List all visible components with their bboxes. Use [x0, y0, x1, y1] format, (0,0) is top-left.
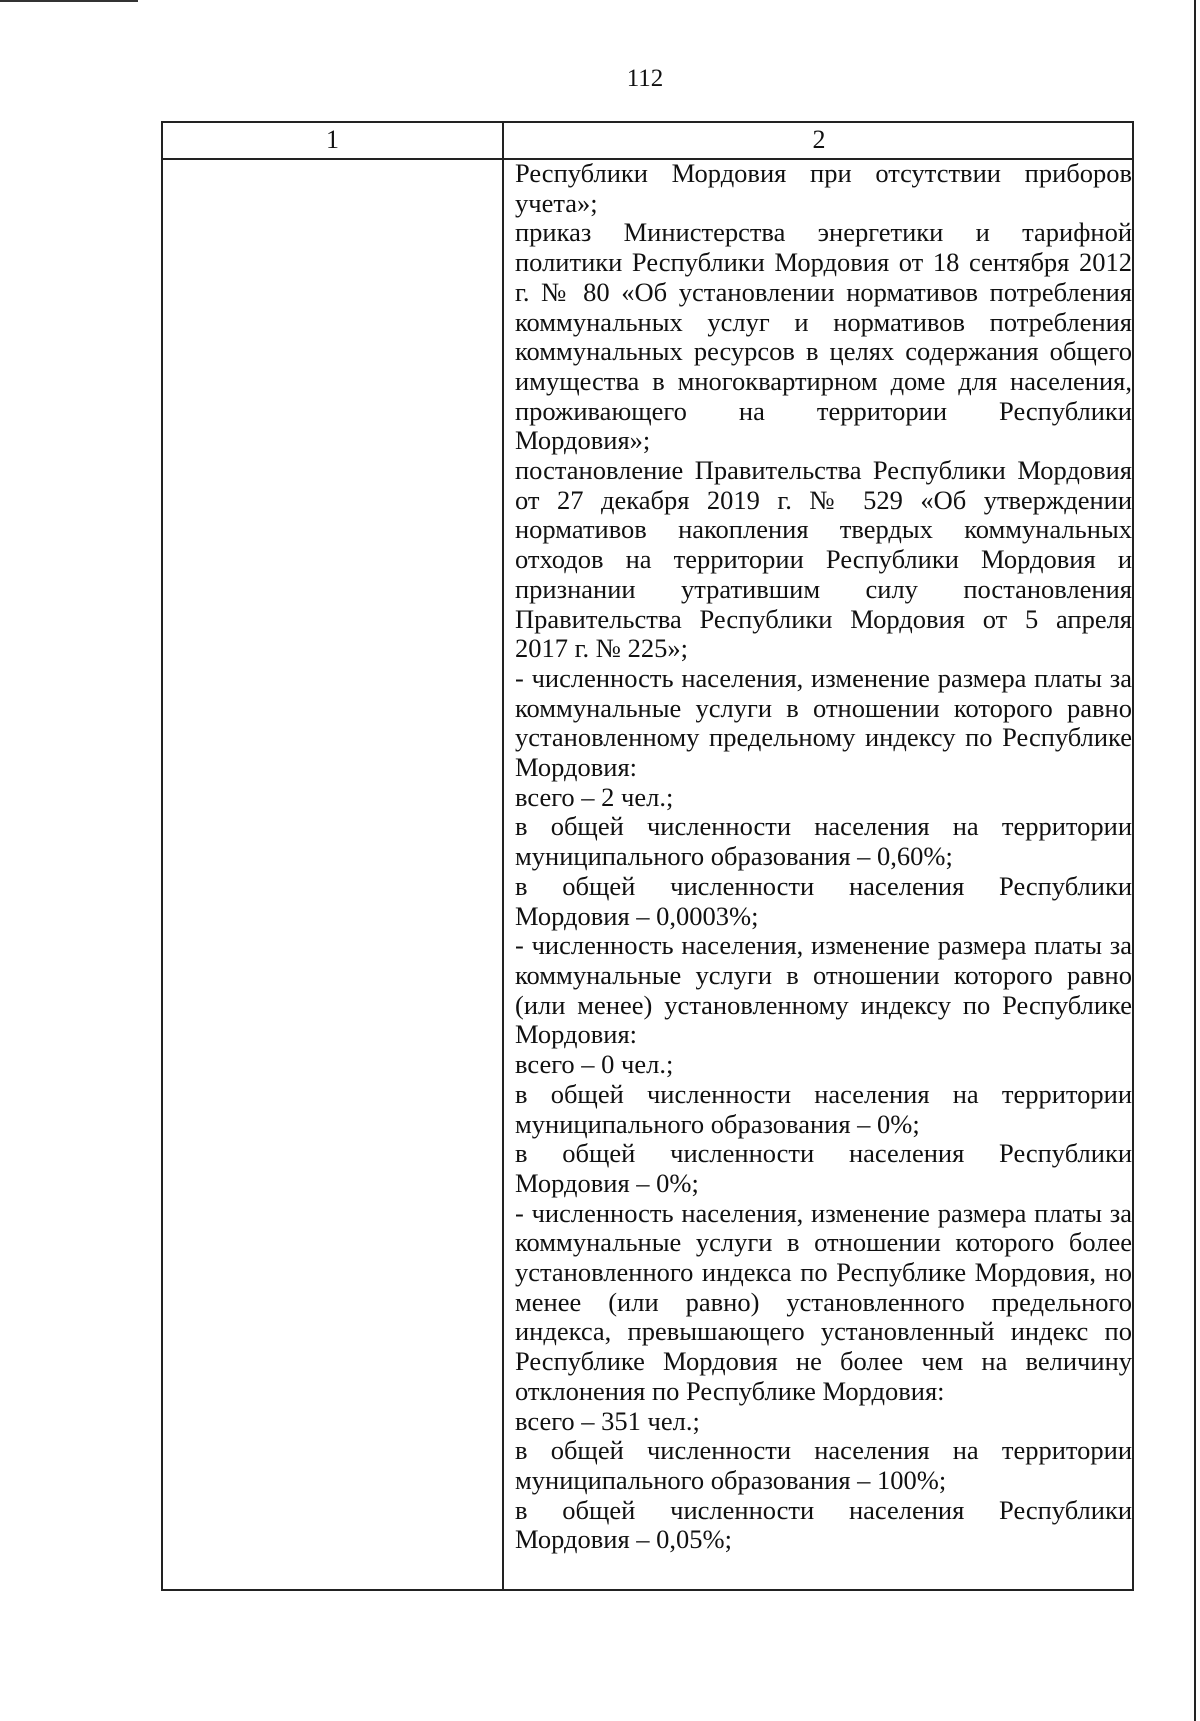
paragraph: всего – 2 чел.; [515, 781, 674, 812]
paragraph: постановление Правительства Республики Мордовия от 27 декабря 2019 г. № 529 «Об утверждении нормативов накопления твердых коммунальных отходов на территории Республики Мордовия и признании утратившим силу постановления Правительства Республики Мордовия от 5 апреля 2017 г. № 225»; [515, 455, 1132, 664]
paragraph: в общей численности населения на территории муниципального образования – 0%; [515, 1078, 1132, 1139]
paragraph: в общей численности населения Республики Мордовия – 0,0003%; [515, 870, 1132, 931]
paragraph: приказ Министерства энергетики и тарифной политики Республики Мордовия от 18 сентября 2012 г. № 80 «Об установлении нормативов потребления коммунальных услуг и нормативов потребления коммунальных ресурсов в целях содержания общего имущества в многоквартирном доме для населения, проживающего на территории Республики Мордовия»; [515, 217, 1132, 456]
header-cell-1: 1 [326, 125, 339, 154]
table-cell-column-2 [515, 159, 1132, 1589]
paragraph: всего – 0 чел.; [515, 1049, 674, 1080]
paragraph: в общей численности населения Республики Мордовия – 0,05%; [515, 1494, 1132, 1555]
paragraph: всего – 351 чел.; [515, 1405, 700, 1436]
paragraph: в общей численности населения на территории муниципального образования – 100%; [515, 1435, 1132, 1495]
page-number: 112 [626, 65, 664, 92]
paragraph: в общей численности населения Республики Мордовия – 0%; [515, 1138, 1132, 1198]
paragraph: в общей численности населения на территории муниципального образования – 0,60%; [515, 811, 1132, 872]
scan-edge-right [1194, 0, 1196, 1721]
paragraph: - численность населения, изменение размера платы за коммунальные услуги в отношении которого более установленного индекса по Республике Мордовия, но менее (или равно) установленного предельного индекса, превышающего установленный индекс по Республике Мордовия не более чем на величину отклонения по Республике Мордовия: [515, 1197, 1132, 1406]
document-table [161, 121, 1134, 1591]
table-header-row [163, 123, 1132, 160]
paragraph: - численность населения, изменение размера платы за коммунальные услуги в отношении которого равно (или менее) установленному индексу по Республике Мордовия: [515, 930, 1132, 1050]
header-cell-2: 2 [812, 125, 826, 154]
column-divider [502, 123, 504, 1589]
scan-edge-top [0, 0, 138, 2]
paragraph: Республики Мордовия при отсутствии приборов учета»; [515, 159, 1132, 218]
paragraph: - численность населения, изменение размера платы за коммунальные услуги в отношении которого равно установленному предельному индексу по Республике Мордовия: [515, 662, 1132, 783]
